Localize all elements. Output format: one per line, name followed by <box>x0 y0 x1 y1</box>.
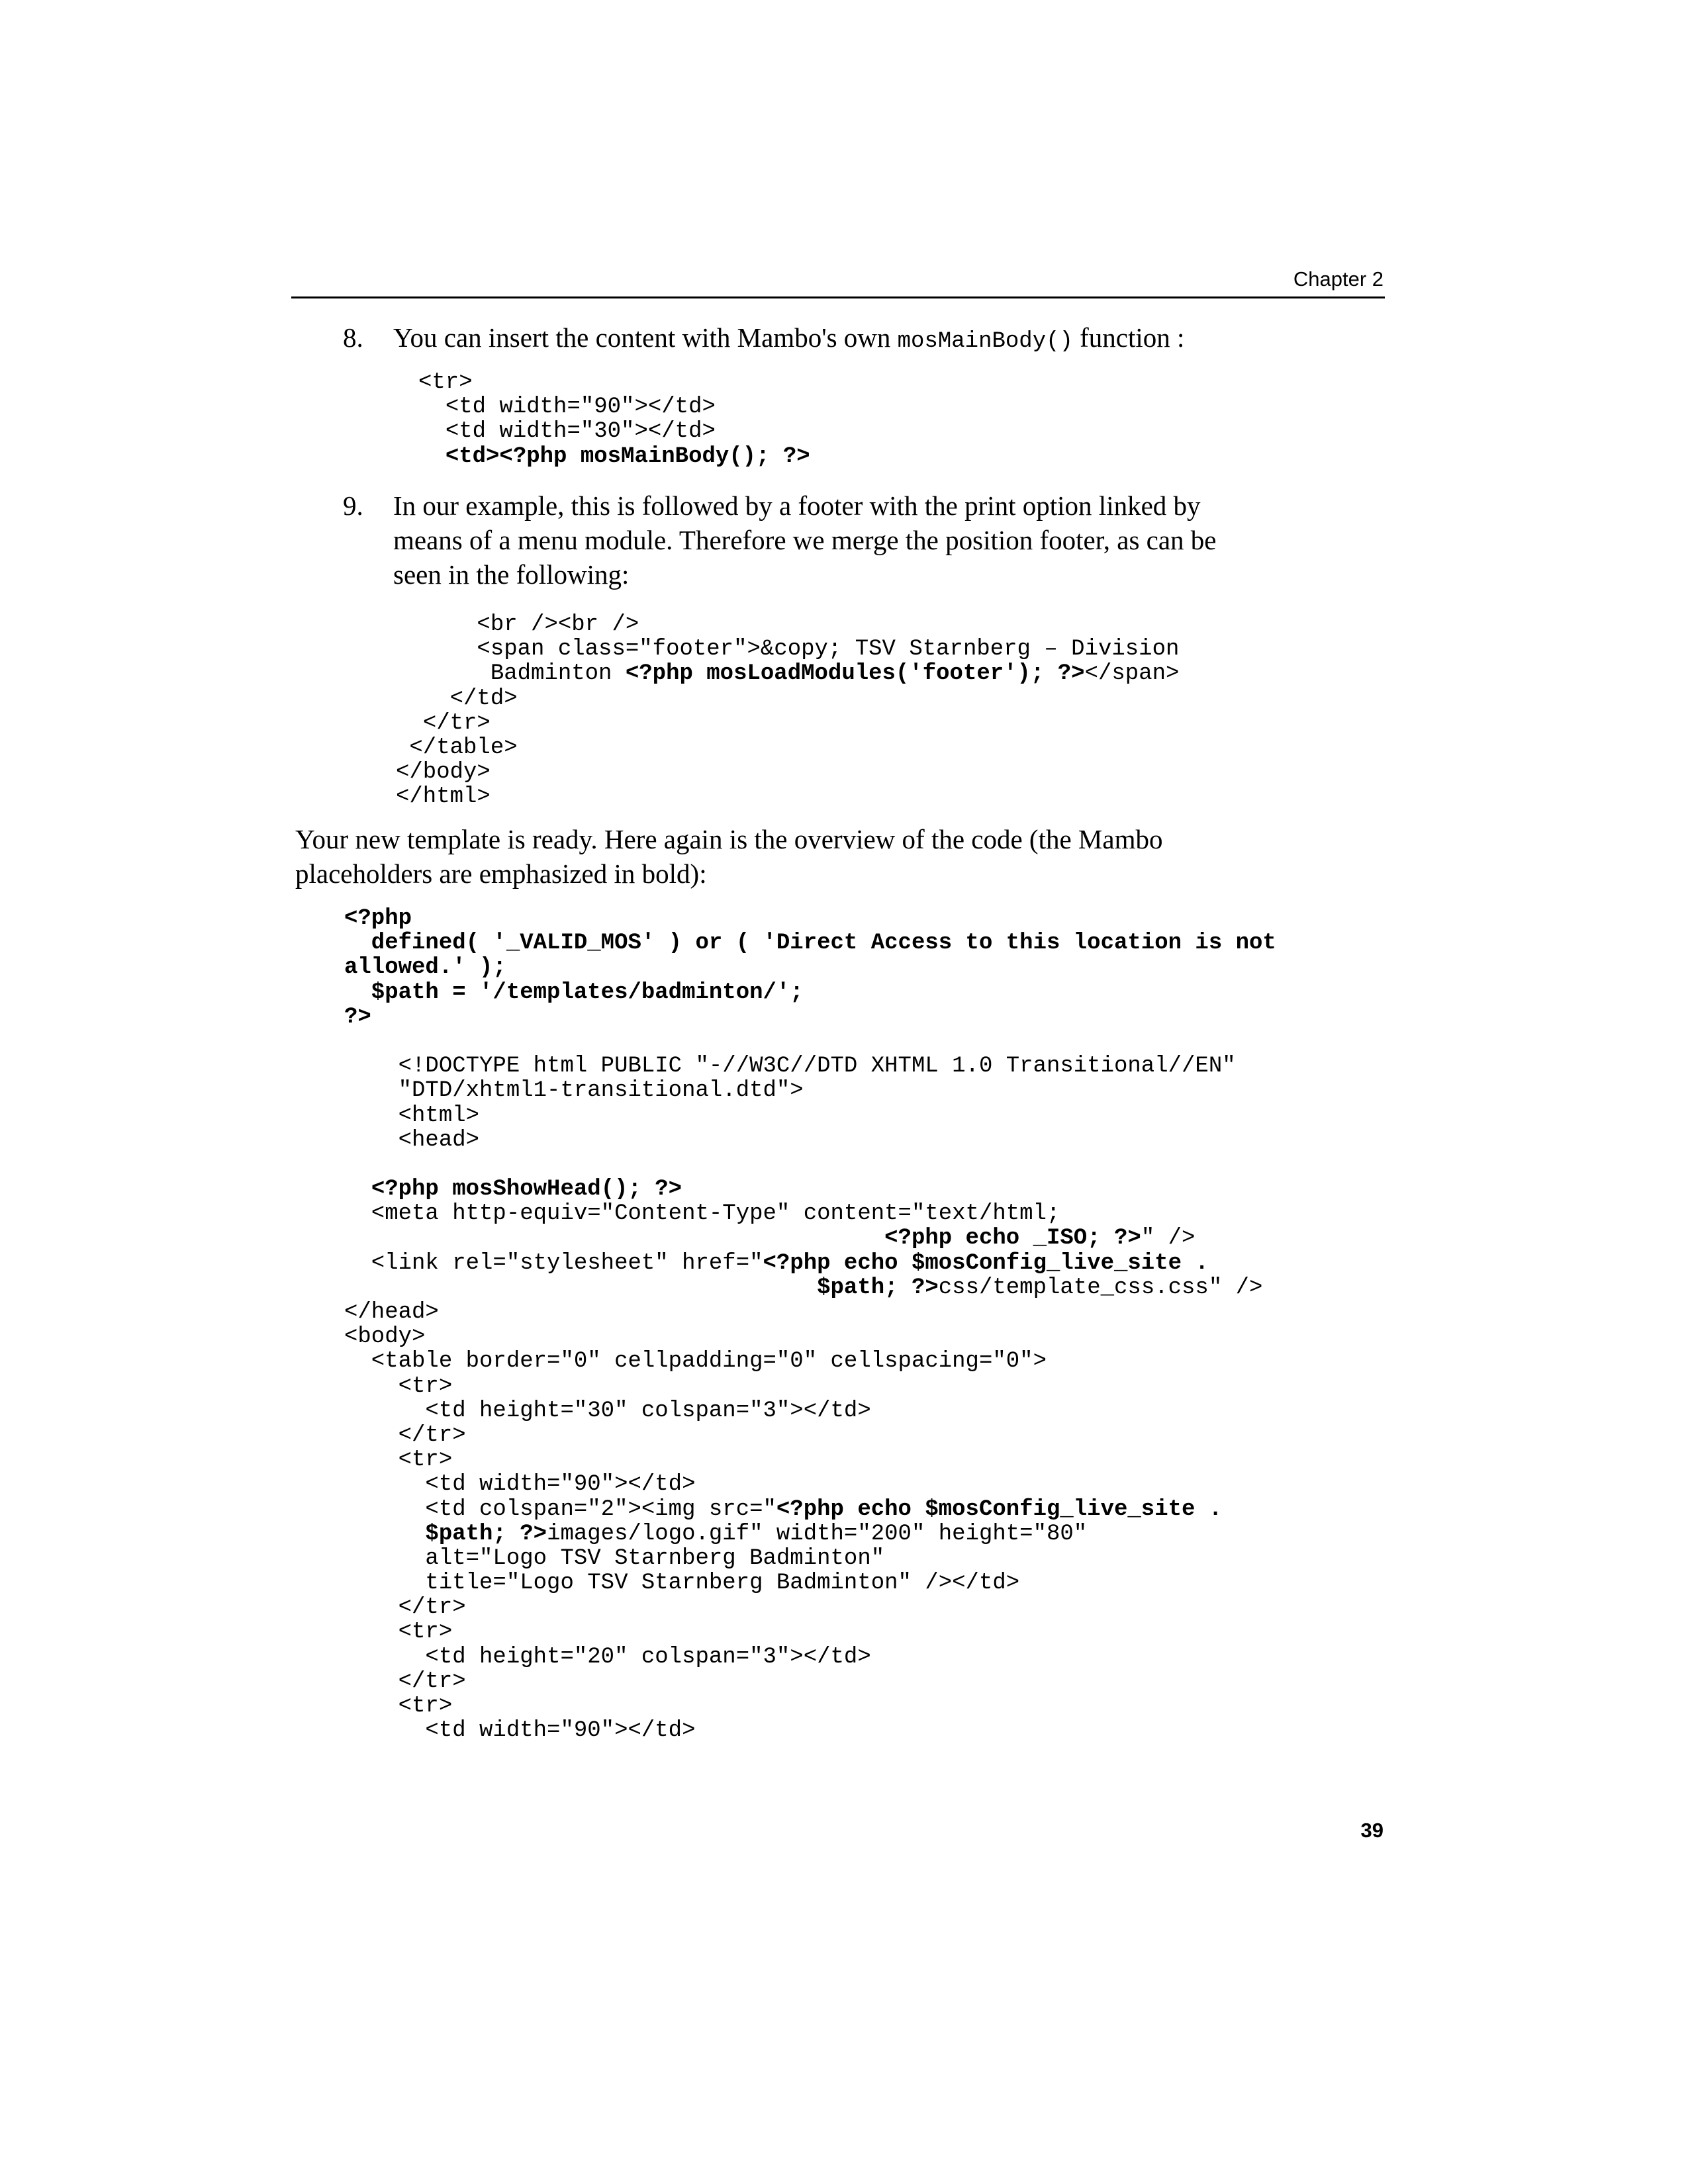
code-line <box>418 395 810 420</box>
code-placeholder: <?php mosLoadModules('footer'); ?> <box>625 661 1085 687</box>
step-9-line: In our example, this is followed by a footer with the print option linked by <box>393 490 1201 521</box>
step-9-line: means of a menu module. Therefore we merge the position footer, as can be <box>393 525 1217 555</box>
code-text: <td height="30" colspan="3"></td> <box>344 1398 871 1424</box>
code-text <box>344 1275 817 1300</box>
code-placeholder: <?php echo $mosConfig_live_site . <box>776 1496 1223 1522</box>
page-number: 39 <box>1360 1819 1383 1842</box>
code-placeholder: $path; ?> <box>817 1275 939 1300</box>
code-text <box>344 1522 425 1547</box>
code-text: <tr> <box>344 1694 453 1719</box>
step-9-line: seen in the following: <box>393 559 630 590</box>
code-line <box>344 931 1276 956</box>
code-line <box>396 662 1179 686</box>
code-line <box>344 1473 1276 1497</box>
code-text: <td width="90"></td> <box>445 394 716 420</box>
code-text: " /> <box>1141 1226 1196 1251</box>
running-header-chapter: Chapter 2 <box>1293 267 1383 291</box>
code-text: title="Logo TSV Starnberg Badminton" /></td> <box>344 1570 1020 1596</box>
code-line <box>344 1276 1276 1300</box>
code-text: </body> <box>396 760 491 786</box>
code-placeholder: ?> <box>344 1004 371 1030</box>
code-line <box>344 1694 1276 1719</box>
code-placeholder: <?php echo _ISO; ?> <box>884 1226 1141 1251</box>
code-text: <td height="20" colspan="3"></td> <box>344 1644 871 1670</box>
step-8-code-block <box>418 371 810 469</box>
code-line <box>344 1251 1276 1276</box>
code-line <box>396 785 1179 809</box>
code-line <box>344 1349 1276 1374</box>
code-line <box>396 687 1179 711</box>
code-text: alt="Logo TSV Starnberg Badminton" <box>344 1545 885 1571</box>
step-8-text-before: You can insert the content with Mambo's own <box>393 322 898 353</box>
code-line <box>396 760 1179 785</box>
code-text: <td colspan="2"><img src=" <box>344 1496 776 1522</box>
step-8-text-after: function : <box>1072 322 1185 353</box>
code-line <box>344 1202 1276 1226</box>
code-text: <tr> <box>344 1373 453 1399</box>
code-line <box>344 1424 1276 1448</box>
code-line <box>418 371 810 395</box>
step-8-number: 8. <box>343 322 363 353</box>
code-text: <td width="30"></td> <box>445 419 716 445</box>
code-text: <tr> <box>344 1447 453 1473</box>
code-line <box>344 1104 1276 1128</box>
code-line <box>344 981 1276 1005</box>
step-8-inline-code: mosMainBody() <box>897 329 1073 354</box>
code-text: <br /><br /> <box>477 612 639 637</box>
code-placeholder: <?php mosShowHead(); ?> <box>371 1177 682 1203</box>
code-text: <table border="0" cellpadding="0" cellspacing="0"> <box>344 1349 1047 1375</box>
code-text: </tr> <box>422 710 491 736</box>
code-text: Badminton <box>477 661 626 687</box>
code-line <box>344 1399 1276 1424</box>
code-placeholder: defined( '_VALID_MOS' ) or ( 'Direct Access to this location is not <box>344 931 1276 956</box>
code-line <box>344 1177 1276 1202</box>
code-placeholder: allowed.' ); <box>344 955 506 981</box>
code-line <box>344 1226 1276 1251</box>
code-text: <td width="90"></td> <box>344 1718 696 1744</box>
code-placeholder: <td><?php mosMainBody(); ?> <box>445 443 810 469</box>
code-text: images/logo.gif" width="200" height="80" <box>547 1521 1088 1547</box>
code-line <box>344 1375 1276 1399</box>
code-line <box>344 1719 1276 1743</box>
code-line <box>344 1547 1276 1571</box>
header-rule <box>291 296 1385 298</box>
code-line <box>344 1030 1276 1054</box>
code-line <box>344 1054 1276 1079</box>
step-9-number: 9. <box>343 490 363 521</box>
code-line <box>344 1448 1276 1473</box>
code-line <box>344 1620 1276 1645</box>
code-text: <tr> <box>418 370 473 395</box>
code-line <box>396 736 1179 760</box>
step-9-text <box>393 488 1217 592</box>
code-line <box>344 907 1276 931</box>
code-placeholder: <?php <box>344 906 412 931</box>
code-line <box>344 1596 1276 1620</box>
code-text: </td> <box>449 686 518 711</box>
code-text: </tr> <box>344 1668 466 1694</box>
code-line <box>344 1498 1276 1522</box>
code-line <box>344 1005 1276 1030</box>
code-text: <td width="90"></td> <box>344 1472 696 1498</box>
code-line <box>344 1670 1276 1694</box>
code-line <box>344 1645 1276 1670</box>
code-line <box>418 420 810 444</box>
code-text: <link rel="stylesheet" href=" <box>344 1250 763 1276</box>
code-text: </head> <box>344 1300 439 1325</box>
overview-intro-line: Your new template is ready. Here again is the overview of the code (the Mambo <box>295 824 1163 854</box>
code-line <box>344 1300 1276 1325</box>
overview-intro-line: placeholders are emphasized in bold): <box>295 858 707 889</box>
code-line <box>344 1079 1276 1103</box>
code-text: </html> <box>396 784 491 810</box>
code-text: </span> <box>1084 661 1180 687</box>
code-text: <meta http-equiv="Content-Type" content="text/html; <box>344 1201 1060 1227</box>
code-text: </table> <box>396 735 518 760</box>
code-line <box>344 1325 1276 1349</box>
code-line <box>344 1153 1276 1177</box>
overview-code-block <box>344 907 1276 1743</box>
code-placeholder: <?php echo $mosConfig_live_site . <box>763 1250 1209 1276</box>
code-line <box>396 637 1179 662</box>
code-text: <tr> <box>344 1619 453 1645</box>
code-text: css/template_css.css" /> <box>938 1275 1263 1300</box>
code-text: <body> <box>344 1324 426 1350</box>
code-line <box>344 1128 1276 1153</box>
code-text: <head> <box>344 1127 480 1153</box>
step-9-code-block <box>396 613 1179 810</box>
code-text: <!DOCTYPE html PUBLIC "-//W3C//DTD XHTML 1.0 Transitional//EN" <box>344 1054 1236 1079</box>
code-line <box>418 445 810 469</box>
code-placeholder: $path; ?> <box>425 1521 547 1547</box>
code-line <box>344 956 1276 980</box>
code-line <box>396 613 1179 637</box>
code-text: <span class="footer">&copy; TSV Starnberg – Division <box>477 637 1180 662</box>
code-line <box>396 711 1179 736</box>
code-text <box>344 1226 884 1251</box>
step-8-text <box>393 320 1184 359</box>
code-line <box>344 1571 1276 1596</box>
code-placeholder: $path = '/templates/badminton/'; <box>344 979 804 1005</box>
code-text <box>344 1177 371 1202</box>
code-text: </tr> <box>344 1595 466 1621</box>
overview-intro <box>295 822 1162 891</box>
code-line <box>344 1522 1276 1547</box>
code-text: "DTD/xhtml1-transitional.dtd"> <box>344 1078 804 1104</box>
code-text: </tr> <box>344 1422 466 1448</box>
code-text: <html> <box>344 1103 480 1128</box>
